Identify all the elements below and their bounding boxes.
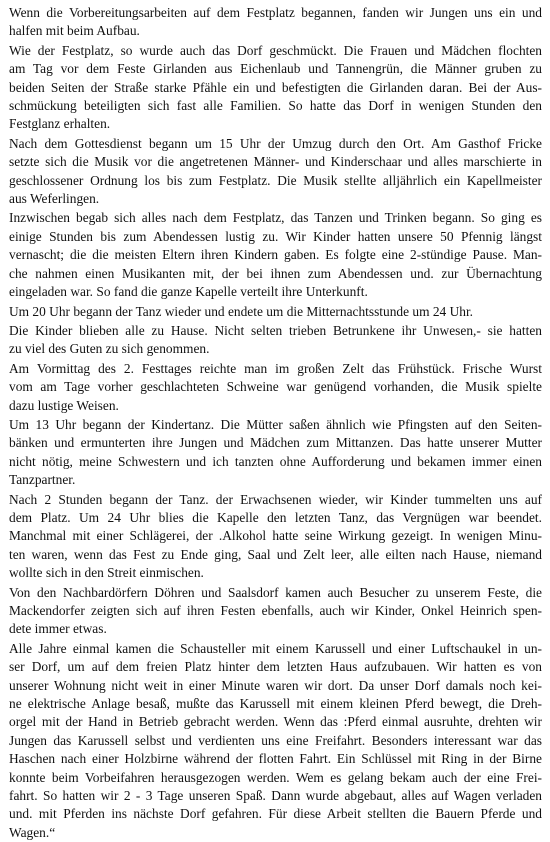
paragraph	[9, 584, 542, 639]
paragraph	[9, 360, 542, 415]
text-line: Tanzpartner.	[9, 472, 76, 488]
text-line: ser Dorf, um auf dem freien Platz hinter dem letzten Haus aufzubauen. Wir hatten es von	[9, 659, 542, 675]
text-line: wollte sich in den Streit einmischen.	[9, 565, 204, 581]
text-line: Festglanz erhalten.	[9, 116, 111, 132]
text-line: Von den Nachbardörfern Döhren und Saalsdorf kamen auch Besucher zu unserem Feste, die	[9, 584, 542, 600]
text-line: Wagen.“	[9, 824, 56, 840]
text-line: halfen mit beim Aufbau.	[9, 23, 140, 39]
text-line: Manchmal mit einer Schlägerei, der .Alkohol hatte seine Wirkung gezeigt. In wenigen Minu-	[9, 528, 542, 544]
text-line: bänken und ermunterten ihre Jungen und Mädchen zum Mittanzen. Das hatte unserer Mutter	[9, 435, 542, 451]
paragraph	[9, 640, 542, 842]
text-line: geschlossener Ordnung los bis zum Festplatz. Die Musik stellte alljährlich ein Kapellmeister	[9, 172, 542, 188]
text-line: Wenn die Vorbereitungsarbeiten auf dem Festplatz begannen, fanden wir Jungen uns ein und	[9, 5, 542, 20]
text-line: dazu lustige Weisen.	[9, 397, 119, 413]
text-line: Wie der Festplatz, so wurde auch das Dorf geschmückt. Die Frauen und Mädchen flochten	[9, 42, 542, 58]
text-line: konnte beim Vorbeifahren herausgezogen werden. Wem es gelang bekam auch der eine Frei-	[9, 769, 542, 785]
text-line: Am Vormittag des 2. Festtages reichte man im großen Zelt das Frühstück. Frische Wurst	[9, 360, 542, 376]
paragraph	[9, 322, 542, 359]
paragraph	[9, 303, 542, 321]
text-line: zu viel des Guten zu sich genommen.	[9, 341, 210, 357]
text-line: Um 13 Uhr begann der Kindertanz. Die Mütter saßen ähnlich wie Pfingsten auf den Seiten-	[9, 416, 542, 432]
text-line: dem Platz. Um 24 Uhr blies die Kapelle den letzten Tanz, das Vergnügen war beendet.	[9, 509, 542, 525]
paragraph	[9, 4, 542, 41]
text-line: am Tag vor dem Feste Girlanden aus Eichenlaub und Tannengrün, die Männer gruben zu	[9, 61, 542, 77]
paragraph	[9, 135, 542, 209]
text-line: eingeladen war. So fand die ganze Kapelle verteilt ihre Unterkunft.	[9, 284, 368, 300]
text-line: unserer Wohnung nicht weit in einer Minute waren wir dort. Da unser Dorf damals noch kei-	[9, 677, 542, 693]
paragraph	[9, 209, 542, 301]
paragraph	[9, 491, 542, 583]
text-line: schmückung beteiligten sich fast alle Familien. So hatte das Dorf in wenigen Stunden den	[9, 98, 542, 114]
text-line: Alle Jahre einmal kamen die Schausteller mit einem Karussell und einer Luftschaukel in un-	[9, 640, 542, 656]
text-line: orgel mit der Hand in Betrieb gebracht werden. Wenn das :Pferd einmal ausruhte, drehten wir	[9, 714, 542, 730]
text-line: Inzwischen begab sich alles nach dem Festplatz, das Tanzen und Trinken begann. So ging es	[9, 210, 542, 226]
text-line: beiden Seiten der Straße starke Pfähle ein und befestigten die Girlanden daran. Bei der Aus-	[9, 79, 542, 95]
text-line: Nach 2 Stunden begann der Tanz. der Erwachsenen wieder, wir Kinder tummelten uns auf	[9, 491, 542, 507]
text-line: Um 20 Uhr begann der Tanz wieder und endete um die Mitternachtsstunde um 24 Uhr.	[9, 303, 474, 319]
text-line: dete immer etwas.	[9, 621, 107, 637]
text-line: ten waren, wenn das Fest zu Ende ging, Saal und Zelt leer, alle eilten nach Hause, niemand	[9, 546, 542, 562]
paragraph	[9, 42, 542, 134]
text-line: setzte sich die Musik vor die angetretenen Männer- und Kinderschaar und alles marschierte in	[9, 154, 542, 170]
text-line: Nach dem Gottesdienst begann um 15 Uhr der Umzug durch den Ort. Am Gasthof Fricke	[9, 135, 542, 151]
text-line: einige Stunden bis zum Abendessen lustig zu. Wir Kinder hatten unsere 50 Pfennig längst	[9, 228, 542, 244]
text-line: und. mit Pferden ins nächste Dorf gefahren. Für diese Arbeit stellten die Bauern Pferde und	[9, 806, 542, 822]
text-line: Haschen nach einer Holzbirne während der flotten Fahrt. Ein Schlüssel mit Ring in der Birne	[9, 751, 542, 767]
text-line: che nahmen einen Musikanten mit, der bei ihnen zum Abendessen und. zur Übernachtung	[9, 265, 542, 281]
text-line: vernascht; die die meisten Eltern ihren Kindern gaben. Es folgte eine 2-stündige Pause. Man-	[9, 247, 542, 263]
text-line: nicht nötig, meine Schwestern und ich tanzten ohne Aufforderung und bekamen immer einen	[9, 453, 542, 469]
text-line: Jungen das Karussell selbst und verdienten uns eine Freifahrt. Besonders interessant war das	[9, 732, 542, 748]
text-line: Die Kinder blieben alle zu Hause. Nicht selten trieben Betrunkene ihr Unwesen,- sie hatten	[9, 322, 542, 338]
text-line: ne elektrische Anlage besaß, mußte das Karussell mit einem kleinen Pferd bewegt, die Dreh-	[9, 696, 542, 712]
text-line: Mackendorfer zeigten sich auf ihren Festen ebenfalls, auch wir Kinder, Onkel Heinrich spen-	[9, 603, 542, 618]
text-line: vom am Tage vorher geschlachteten Schweine war genügend vorhanden, die Musik spielte	[9, 379, 542, 395]
paragraph	[9, 416, 542, 490]
text-line: fahrt. So hatten wir 2 - 3 Tage unseren Spaß. Dann wurde abgebaut, alles auf Wagen verladen	[9, 788, 542, 804]
text-line: aus Weferlingen.	[9, 191, 100, 207]
